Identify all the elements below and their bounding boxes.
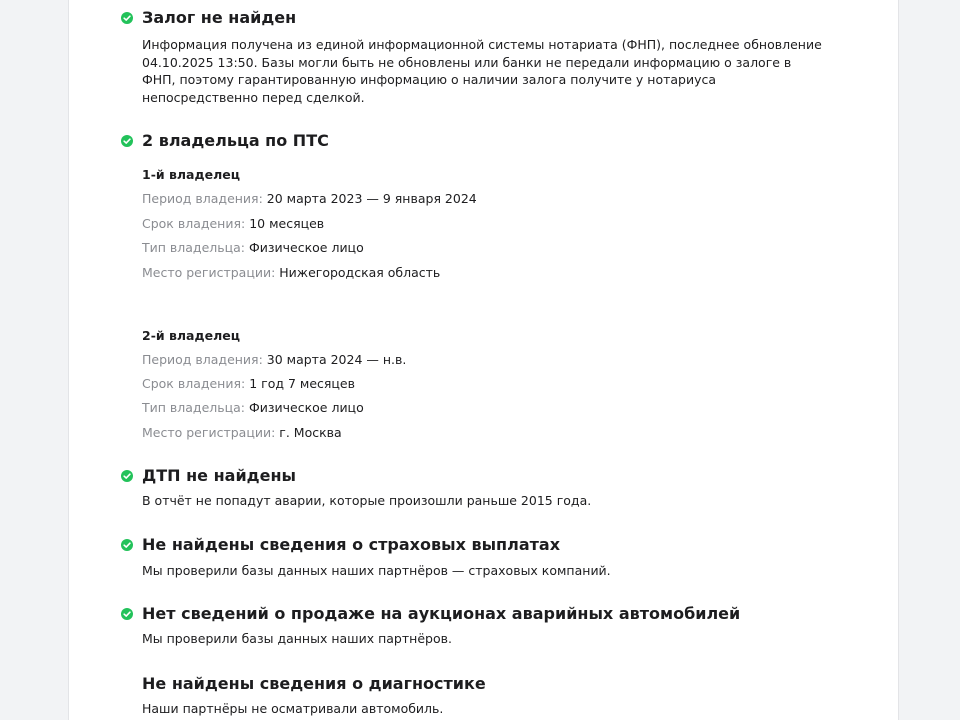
owner-1-place: Место регистрации: Нижегородская область bbox=[142, 265, 441, 280]
owner-2-period: Период владения: 30 марта 2024 — н.в. bbox=[142, 352, 407, 367]
pledge-title: Залог не найден bbox=[142, 8, 297, 27]
owner-2-heading: 2-й владелец bbox=[142, 328, 240, 343]
owner-2-term: Срок владения: 1 год 7 месяцев bbox=[142, 376, 355, 391]
accidents-text: В отчёт не попадут аварии, которые произошли раньше 2015 года. bbox=[142, 493, 592, 508]
insurance-title: Не найдены сведения о страховых выплатах bbox=[142, 535, 561, 554]
auctions-text: Мы проверили базы данных наших партнёров. bbox=[142, 631, 452, 646]
report-card bbox=[68, 0, 899, 720]
insurance-text: Мы проверили базы данных наших партнёров — страховых компаний. bbox=[142, 563, 611, 578]
check-circle-icon bbox=[121, 539, 133, 551]
owner-1-term: Срок владения: 10 месяцев bbox=[142, 216, 325, 231]
check-circle-icon bbox=[121, 470, 133, 482]
pledge-text: Информация получена из единой информационной системы нотариата (ФНП), последнее обновление 04.10.2025 13:50. Базы могли быть не обновлены или банки не передали информацию о залоге в ФНП, поэтому гарантированную информацию о наличии залога получите у нотариуса непосредственно перед сделкой. bbox=[142, 37, 822, 105]
diagnostics-title: Не найдены сведения о диагностике bbox=[142, 674, 486, 693]
owner-1-type: Тип владельца: Физическое лицо bbox=[142, 240, 364, 255]
check-circle-icon bbox=[121, 135, 133, 147]
owner-2-type: Тип владельца: Физическое лицо bbox=[142, 400, 364, 415]
owner-1-heading: 1-й владелец bbox=[142, 167, 240, 182]
check-circle-icon bbox=[121, 608, 133, 620]
owner-1-period: Период владения: 20 марта 2023 — 9 января 2024 bbox=[142, 191, 477, 206]
owner-2-place: Место регистрации: г. Москва bbox=[142, 425, 342, 440]
accidents-title: ДТП не найдены bbox=[142, 466, 296, 485]
auctions-title: Нет сведений о продаже на аукционах аварийных автомобилей bbox=[142, 604, 741, 623]
check-circle-icon bbox=[121, 12, 133, 24]
diagnostics-text: Наши партнёры не осматривали автомобиль. bbox=[142, 701, 444, 716]
owners-title: 2 владельца по ПТС bbox=[142, 131, 329, 150]
